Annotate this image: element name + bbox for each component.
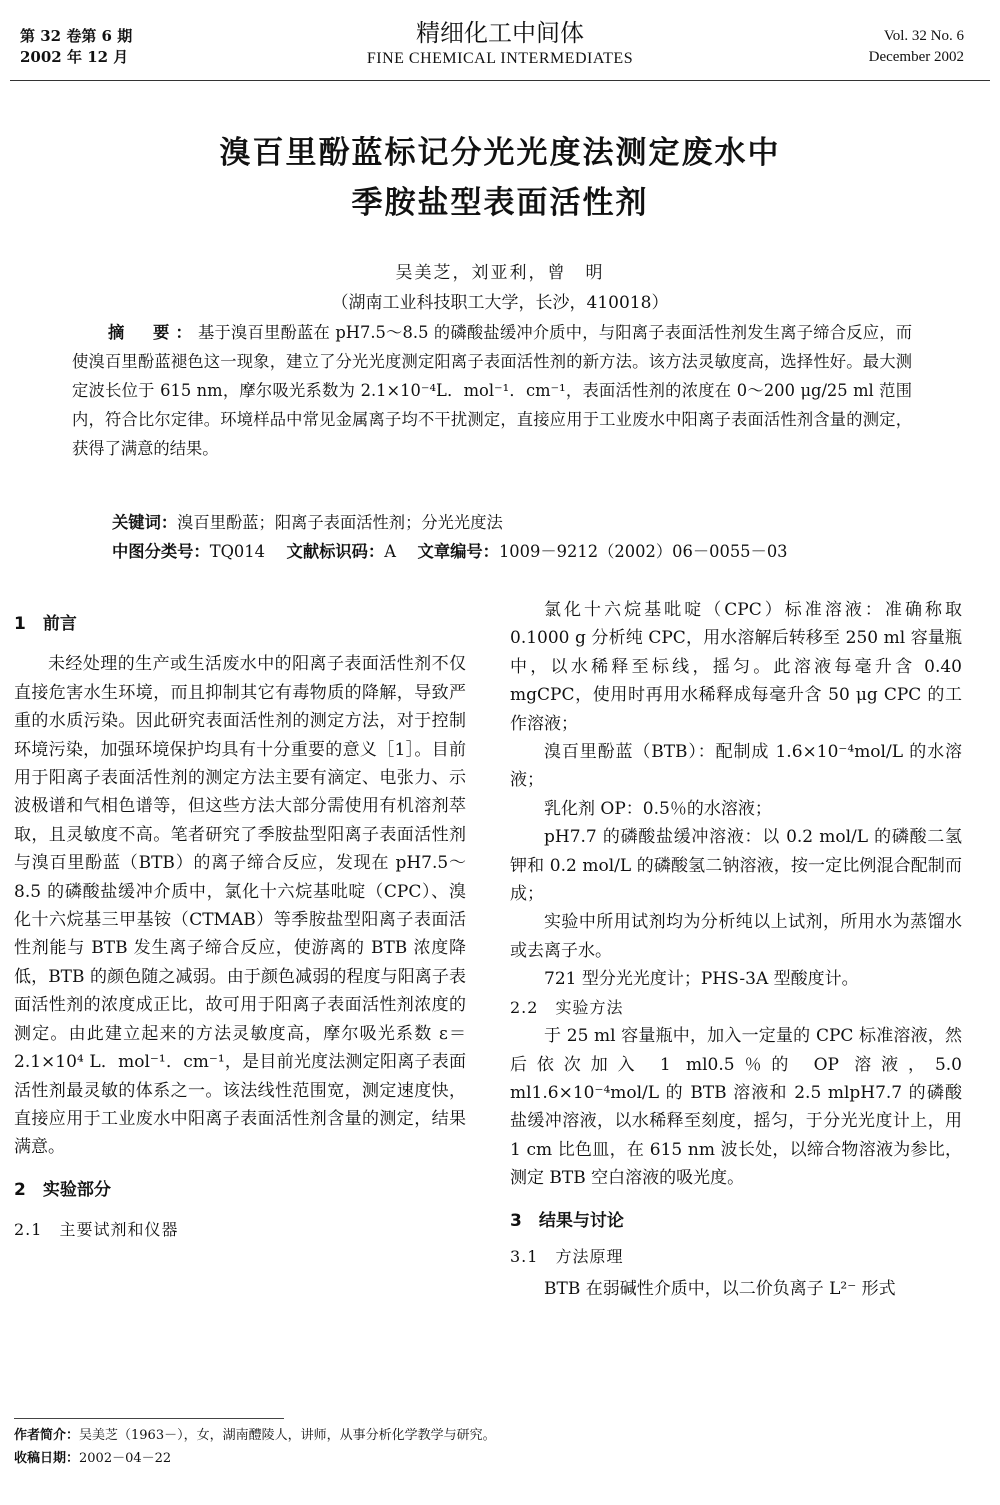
section-3-1-heading: 3.1 方法原理 [510, 1246, 624, 1266]
method-paragraph: 于 25 ml 容量瓶中，加入一定量的 CPC 标准溶液，然后依次加入 1 ml0.5％的 OP 溶液，5.0 ml1.6×10⁻⁴mol/L 的 BTB 溶液和 2.5 mlpH7.7 的磷酸盐缓冲溶液，以水稀释至刻度，摇匀，于分光光度计上，用 1 cm 比色皿，在 615 nm 波长处，以缔合物溶液为参比，测定 BTB 空白溶液的吸光度。 [510, 1026, 962, 1189]
authors: 吴美芝，刘亚利，曾 明 [395, 263, 605, 283]
principle-paragraph: BTB 在弱碱性介质中，以二价负离子 L²⁻ 形式 [544, 1279, 896, 1300]
reagent-cpc: 氯化十六烷基吡啶（CPC）标准溶液：准确称取 0.1000 g 分析纯 CPC，用水溶解后转移至 250 ml 容量瓶中，以水稀释至标线，摇匀。此溶液每毫升含 0.40 mgCPC，使用时再用水稀释成每毫升含 50 μg CPC 的工作溶液； [510, 600, 962, 734]
classification-line [112, 537, 972, 566]
author-bio [14, 1424, 496, 1447]
reagent-buffer: pH7.7 的磷酸盐缓冲溶液：以 0.2 mol/L 的磷酸二氢钾和 0.2 mol/L 的磷酸氢二钠溶液，按一定比例混合配制而成； [510, 827, 962, 905]
keywords [112, 508, 932, 537]
author-bio-label: 作者简介： [14, 1428, 80, 1443]
section-1-heading: 1 前言 [14, 614, 77, 634]
footnote [14, 1424, 496, 1470]
reagent-note: 实验中所用试剂均为分析纯以上试剂，所用水为蒸馏水或去离子水。 [510, 912, 962, 961]
journal-title-en: FINE CHEMICAL INTERMEDIATES [366, 50, 634, 67]
clc-label: 中图分类号： [112, 542, 210, 561]
paper-title-line1: 溴百里酚蓝标记分光光度法测定废水中 [219, 135, 781, 171]
intro-paragraph: 未经处理的生产或生活废水中的阳离子表面活性剂不仅直接危害水生环境，而且抑制其它有毒物质的降解，导致严重的水质污染。因此研究表面活性剂的测定方法，对于控制环境污染，加强环境保护均具有十分重要的意义［1］。目前用于阳离子表面活性剂的测定方法主要有滴定、电张力、示波极谱和气相色谱等，但这些方法大部分需使用有机溶剂萃取，且灵敏度不高。笔者研究了季胺盐型阳离子表面活性剂与溴百里酚蓝（BTB）的离子缔合反应，发现在 pH7.5～8.5 的磷酸盐缓冲介质中，氯化十六烷基吡啶（CPC）、溴化十六烷基三甲基铵（CTMAB）等季胺盐型阳离子表面活性剂能与 BTB 发生离子缔合反应，使游离的 BTB 浓度降低，BTB 的颜色随之减弱。由于颜色减弱的程度与阳离子表面活性剂的浓度成正比，故可用于阳离子表面活性剂浓度的测定。由此建立起来的方法灵敏度高，摩尔吸光系数 ε＝2.1×10⁴ L．mol⁻¹．cm⁻¹，是目前光度法测定阳离子表面活性剂最灵敏的体系之一。该法线性范围宽，测定速度快，直接应用于工业废水中阳离子表面活性剂含量的测定，结果满意。 [14, 654, 466, 1158]
journal-title [0, 18, 1000, 70]
reagent-op: 乳化剂 OP：0.5％的水溶液； [544, 798, 772, 819]
abstract-label: 摘 要： [108, 323, 198, 342]
author-bio-text: 吴美芝（1963－），女，湖南醴陵人，讲师，从事分析化学教学与研究。 [79, 1428, 496, 1443]
received-date-text: 2002－04－22 [79, 1451, 172, 1466]
date-en: December 2002 [868, 49, 964, 65]
issue-info-en [869, 26, 964, 68]
reagent-btb: 溴百里酚蓝（BTB）：配制成 1.6×10⁻⁴mol/L 的水溶液； [510, 742, 962, 791]
right-column [510, 596, 962, 1304]
volume-en: Vol. 32 No. 6 [883, 28, 964, 44]
volume-cn: 第 32 卷第 6 期 [20, 27, 133, 45]
keywords-label: 关键词： [112, 513, 178, 532]
doc-code-value: A [384, 542, 396, 561]
left-column [14, 596, 466, 1245]
section-2-heading: 2 实验部分 [14, 1179, 111, 1200]
section-2-1-heading: 2.1 主要试剂和仪器 [14, 1220, 179, 1240]
header-rule [10, 80, 990, 81]
section-2-2-heading: 2.2 实验方法 [510, 997, 624, 1017]
article-number-label: 文章编号： [417, 542, 499, 561]
paper-title [0, 128, 1000, 228]
paper-title-line2: 季胺盐型表面活性剂 [351, 185, 649, 221]
section-3-heading: 3 结果与讨论 [510, 1210, 624, 1231]
doc-code-label: 文献标识码： [286, 542, 385, 561]
abstract [72, 318, 912, 463]
footnote-rule [14, 1418, 284, 1419]
abstract-text: 基于溴百里酚蓝在 pH7.5～8.5 的磷酸盐缓冲介质中，与阳离子表面活性剂发生离子缔合反应，而使溴百里酚蓝褪色这一现象，建立了分光光度测定阳离子表面活性剂的新方法。该方法灵敏度高，选择性好。最大测定波长位于 615 nm，摩尔吸光系数为 2.1×10⁻⁴L．mol⁻¹．cm⁻¹，表面活性剂的浓度在 0～200 μg/25 ml 范围内，符合比尔定律。环境样品中常见金属离子均不干扰测定，直接应用于工业废水中阳离子表面活性剂含量的测定，获得了满意的结果。 [72, 323, 912, 458]
received-date-label: 收稿日期： [14, 1451, 80, 1466]
keywords-text: 溴百里酚蓝；阳离子表面活性剂；分光光度法 [177, 513, 503, 532]
received-date [14, 1447, 496, 1470]
journal-title-cn: 精细化工中间体 [416, 19, 584, 47]
date-cn: 2002 年 12 月 [20, 48, 129, 66]
instruments: 721 型分光光度计；PHS-3A 型酸度计。 [544, 969, 859, 990]
clc-value: TQ014 [209, 542, 265, 561]
article-number-value: 1009－9212（2002）06－0055－03 [498, 542, 788, 561]
affiliation: （湖南工业科技职工大学，长沙，410018） [331, 293, 669, 313]
